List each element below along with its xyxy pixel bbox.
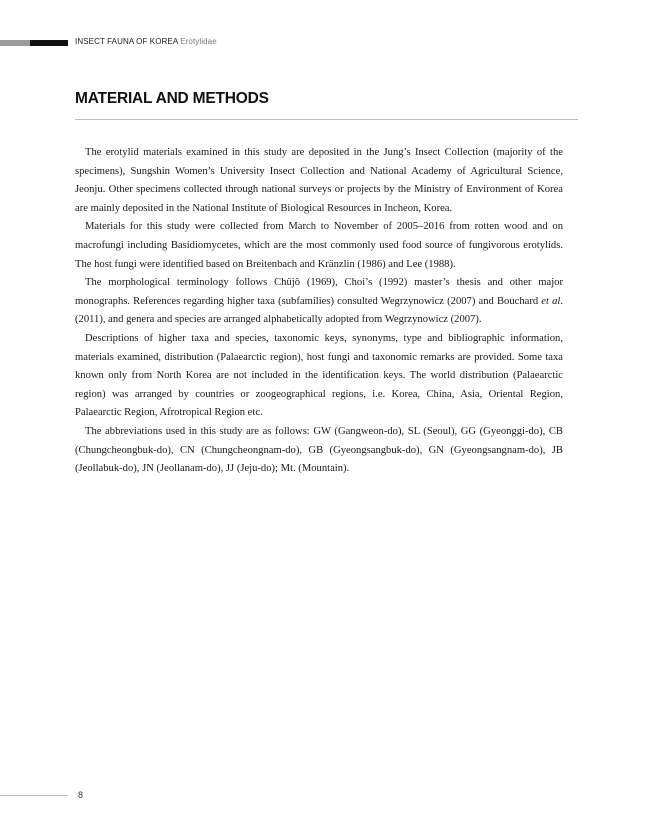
paragraph-materials: Materials for this study were collected from March to November of 2005–2016 from rotten wood and on macrofungi including Basidiomycetes, which are the most commonly used food source of fungivorous erotylids. The host fungi were identified based on Breitenbach and Kränzlin (1986) and Lee (1988). xyxy=(75,221,563,270)
header-bar-black-segment xyxy=(30,40,68,46)
paragraph-abbreviations: The abbreviations used in this study are as follows: GW (Gangweon-do), SL (Seoul), GG (Gyeonggi-do), CB (Chungcheongbuk-do), CN (Chungcheongnam-do), GB (Gyeongsangbuk-do), GN (Gyeongsangnam-do), JB (Jeollabuk-do), JN (Jeollanam-do), JJ (Jeju-do); Mt. (Mountain). xyxy=(75,425,563,475)
header-bar-gray-segment xyxy=(0,40,30,46)
section-title: MATERIAL AND METHODS xyxy=(75,90,269,107)
paragraph-terminology-part1: The morphological terminology follows Chûjô (1969), Choi’s (1992) master’s thesis and other major monographs. References regarding higher taxa (subfamilies) consulted Wegrzynowicz (2007) and Bouchard xyxy=(75,277,563,307)
footer-divider xyxy=(0,795,68,796)
body-text xyxy=(75,144,563,479)
paragraph-terminology-part2: . (2011), and genera and species are arranged alphabetically adopted from Wegrzynowicz (2007). xyxy=(75,295,563,326)
paragraph-descriptions: Descriptions of higher taxa and species, taxonomic keys, synonyms, type and bibliographic information, materials examined, distribution (Palaearctic region), host fungi and taxonomic remarks are provided. Some taxa known only from North Korea are not included in the identification keys. The world distribution (Palaearctic region) was arranged by countries or zoogeographical regions, i.e. Korea, China, Asia, Oriental Region, Palaearctic Region, Afrotropical Region etc. xyxy=(75,332,563,419)
title-divider xyxy=(75,119,578,120)
running-subtitle: Erotylidae xyxy=(180,37,217,46)
et-al-italic: et al xyxy=(541,295,561,307)
running-title: INSECT FAUNA OF KOREA xyxy=(75,37,178,46)
running-head xyxy=(75,37,217,46)
page-number: 8 xyxy=(78,790,84,800)
paragraph-terminology xyxy=(75,274,563,330)
paragraph-collections: The erotylid materials examined in this study are deposited in the Jung’s Insect Collection (majority of the specimens), Sungshin Women’s University Insect Collection and National Academy of Agricultural Science, Jeonju. Other specimens collected through national surveys or projects by the Ministry of Environment of Korea are mainly deposited in the National Institute of Biological Resources in Incheon, Korea. xyxy=(75,147,563,214)
header-color-bar xyxy=(0,40,68,46)
